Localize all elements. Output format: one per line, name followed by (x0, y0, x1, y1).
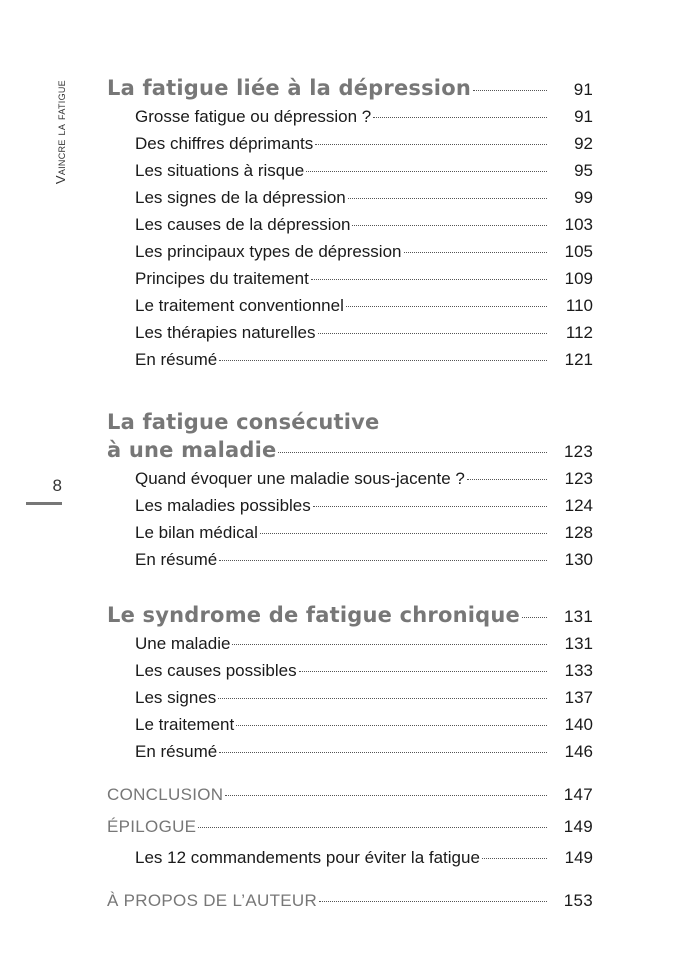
dot-leader (404, 252, 548, 253)
toc-entry[interactable] (107, 688, 593, 715)
dot-leader (313, 506, 547, 507)
dot-leader (232, 644, 547, 645)
toc-about-author[interactable] (107, 891, 593, 921)
toc-entry-label: Les situations à risque (135, 161, 305, 180)
toc-entry[interactable] (107, 161, 593, 188)
dot-leader (522, 617, 547, 618)
toc-entry[interactable] (107, 215, 593, 242)
dot-leader (482, 858, 547, 859)
toc-entry[interactable] (107, 242, 593, 269)
toc-entry[interactable] (107, 715, 593, 742)
toc-entry-page: 140 (564, 715, 593, 734)
dot-leader (352, 225, 547, 226)
toc-entry-label: Principes du traitement (135, 269, 309, 288)
toc-entry-page: 91 (574, 107, 593, 126)
toc-entry[interactable] (107, 107, 593, 134)
toc-entry[interactable] (107, 323, 593, 350)
toc-entry-label: Les 12 commandements pour éviter la fatigue (135, 848, 480, 867)
toc-entry[interactable] (107, 269, 593, 296)
chapter-title-line2: à une maladie (107, 438, 277, 462)
chapter-heading-depression[interactable] (107, 76, 593, 107)
toc-entry-page: 133 (564, 661, 593, 680)
chapter-title: Le syndrome de fatigue chronique (107, 603, 520, 627)
toc-entry-label: À PROPOS DE L’AUTEUR (107, 891, 318, 910)
dot-leader (318, 333, 547, 334)
toc-entry-label: CONCLUSION (107, 785, 224, 804)
dot-leader (219, 752, 547, 753)
dot-leader (473, 90, 547, 91)
dot-leader (348, 198, 547, 199)
toc-entry-label: Quand évoquer une maladie sous-jacente ? (135, 469, 465, 488)
chapter-page: 123 (564, 442, 593, 461)
toc-entry-label: Le traitement (135, 715, 235, 734)
toc-entry-page: 110 (565, 296, 593, 315)
chapter-title-line1: La fatigue consécutive (107, 410, 380, 434)
dot-leader (373, 117, 547, 118)
toc-entry[interactable] (107, 742, 593, 769)
toc-entry-label: Les signes (135, 688, 217, 707)
toc-entry-label: ÉPILOGUE (107, 817, 197, 836)
toc-entry[interactable] (107, 296, 593, 323)
toc-entry[interactable] (107, 496, 593, 523)
toc-entry[interactable] (107, 550, 593, 577)
dot-leader (346, 306, 547, 307)
dot-leader (218, 698, 547, 699)
toc-entry-page: 137 (564, 688, 593, 707)
toc-entry-page: 99 (574, 188, 593, 207)
dot-leader (306, 171, 547, 172)
toc-entry-label: Des chiffres déprimants (135, 134, 314, 153)
chapter-heading-maladie[interactable] (107, 438, 593, 469)
toc-entry-label: Les causes possibles (135, 661, 297, 680)
dot-leader (467, 479, 547, 480)
toc-entry-label: En résumé (135, 350, 218, 369)
toc-entry-label: Le traitement conventionnel (135, 296, 344, 315)
table-of-contents (107, 76, 593, 921)
toc-entry[interactable] (107, 661, 593, 688)
toc-entry[interactable] (107, 134, 593, 161)
dot-leader (260, 533, 547, 534)
toc-entry-page: 149 (564, 848, 593, 867)
dot-leader (315, 144, 547, 145)
toc-entry[interactable] (107, 634, 593, 661)
toc-conclusion[interactable] (107, 785, 593, 817)
toc-entry[interactable] (107, 848, 593, 875)
page-number-rule (26, 502, 62, 505)
toc-entry[interactable] (107, 350, 593, 377)
toc-entry-label: Les maladies possibles (135, 496, 311, 515)
dot-leader (319, 901, 547, 902)
dot-leader (299, 671, 547, 672)
chapter-page: 91 (573, 80, 593, 99)
toc-entry-page: 128 (564, 523, 593, 542)
chapter-page: 131 (564, 607, 593, 626)
toc-entry-label: Les thérapies naturelles (135, 323, 316, 342)
toc-entry-label: Le bilan médical (135, 523, 258, 542)
dot-leader (236, 725, 547, 726)
toc-entry-label: Les principaux types de dépression (135, 242, 402, 261)
toc-entry-page: 124 (564, 496, 593, 515)
dot-leader (225, 795, 547, 796)
toc-entry-page: 105 (564, 242, 593, 261)
toc-entry-page: 147 (563, 785, 593, 804)
chapter-title: La fatigue liée à la dépression (107, 76, 471, 100)
dot-leader (198, 827, 547, 828)
toc-entry-page: 130 (564, 550, 593, 569)
toc-entry-label: Les signes de la dépression (135, 188, 346, 207)
toc-entry-page: 146 (564, 742, 593, 761)
toc-entry-page: 153 (563, 891, 593, 910)
dot-leader (278, 452, 547, 453)
toc-entry-label: Grosse fatigue ou dépression ? (135, 107, 372, 126)
toc-entry[interactable] (107, 188, 593, 215)
toc-entry-page: 149 (563, 817, 593, 836)
toc-entry-page: 123 (564, 469, 593, 488)
dot-leader (311, 279, 547, 280)
running-head: Vaincre la fatigue (53, 80, 68, 185)
toc-entry-page: 92 (574, 134, 593, 153)
toc-entry-label: Les causes de la dépression (135, 215, 351, 234)
toc-entry-label: Une maladie (135, 634, 231, 653)
toc-entry-page: 103 (564, 215, 593, 234)
toc-entry-page: 131 (564, 634, 593, 653)
toc-entry-label: En résumé (135, 550, 218, 569)
toc-entry-page: 109 (564, 269, 593, 288)
toc-entry-page: 95 (574, 161, 593, 180)
toc-entry[interactable] (107, 469, 593, 496)
chapter-heading-syndrome[interactable] (107, 603, 593, 634)
toc-entry-page: 121 (564, 350, 593, 369)
page-number: 8 (52, 476, 62, 495)
dot-leader (219, 360, 547, 361)
toc-entry[interactable] (107, 523, 593, 550)
dot-leader (219, 560, 547, 561)
toc-epilogue[interactable] (107, 817, 593, 848)
toc-entry-page: 112 (565, 323, 593, 342)
toc-entry-label: En résumé (135, 742, 218, 761)
